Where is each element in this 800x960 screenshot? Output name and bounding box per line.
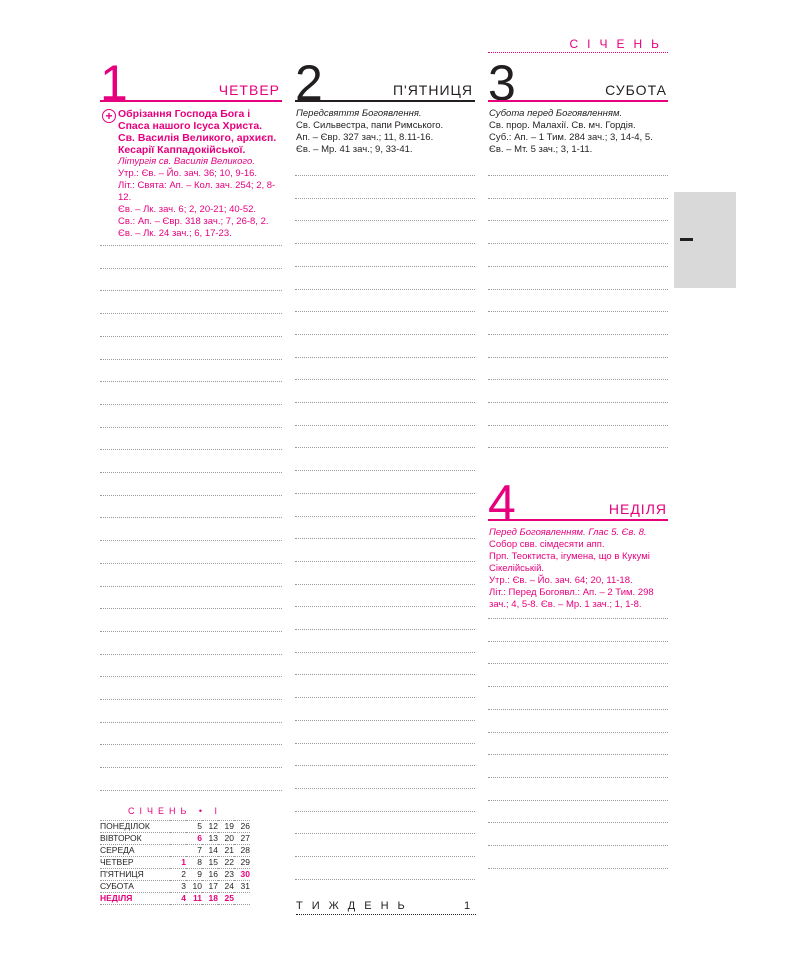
note-line: Утр.: Єв. – Йо. зач. 64; 20, 11-18. [489, 575, 633, 586]
note-line: Єв. – Мр. 41 зач.; 9, 33-41. [296, 144, 413, 155]
writing-line[interactable] [100, 495, 282, 496]
day-name: ЧЕТВЕР [218, 82, 280, 98]
writing-line[interactable] [100, 290, 282, 291]
writing-line[interactable] [295, 629, 475, 630]
mini-calendar-row [100, 845, 250, 857]
mini-calendar-date[interactable]: 11 [193, 893, 202, 903]
mini-calendar-day: НЕДІЛЯ [100, 893, 133, 903]
mini-calendar-date[interactable]: 10 [192, 881, 202, 891]
mini-calendar-date[interactable]: 16 [208, 869, 218, 879]
mini-calendar-day: ВІВТОРОК [100, 833, 142, 843]
mini-calendar-date[interactable]: 20 [224, 833, 234, 843]
mini-calendar-date[interactable] [170, 833, 186, 845]
mini-calendar-day: СУБОТА [100, 881, 134, 891]
writing-line[interactable] [488, 663, 668, 664]
writing-line[interactable] [488, 641, 668, 642]
day-rule [488, 519, 668, 521]
writing-line[interactable] [100, 404, 282, 405]
writing-line[interactable] [295, 538, 475, 539]
note-line: Сікелійській. [489, 563, 545, 574]
writing-line[interactable] [295, 606, 475, 607]
mini-calendar-date[interactable]: 27 [240, 833, 250, 843]
mini-calendar-table [100, 820, 250, 905]
mini-calendar-row [100, 869, 250, 881]
side-tab-dash-icon [680, 238, 693, 241]
writing-line[interactable] [100, 790, 282, 791]
note-line: Єв. – Лк. зач. 6; 2, 20-21; 40-52. [118, 204, 257, 215]
writing-line[interactable] [295, 493, 475, 494]
mini-calendar-date[interactable]: 7 [197, 845, 202, 855]
writing-line[interactable] [295, 357, 475, 358]
writing-line[interactable] [488, 777, 668, 778]
mini-calendar-date[interactable]: 29 [240, 857, 250, 867]
writing-line[interactable] [295, 584, 475, 585]
mini-calendar-date[interactable] [170, 821, 186, 833]
writing-line[interactable] [295, 856, 475, 857]
writing-line[interactable] [100, 563, 282, 564]
mini-calendar-date[interactable]: 18 [208, 893, 218, 903]
writing-line[interactable] [295, 175, 475, 176]
mini-calendar-date[interactable]: 24 [224, 881, 234, 891]
mini-calendar-date[interactable]: 26 [240, 821, 250, 831]
writing-line[interactable] [488, 357, 668, 358]
writing-line[interactable] [100, 676, 282, 677]
day-rule [295, 100, 475, 102]
writing-line[interactable] [100, 427, 282, 428]
week-rule [296, 914, 476, 915]
day-rule [488, 100, 668, 102]
writing-line[interactable] [295, 425, 475, 426]
mini-calendar-row [100, 833, 250, 845]
mini-calendar-title: СІЧЕНЬ • I [127, 806, 223, 816]
writing-line[interactable] [295, 447, 475, 448]
mini-calendar-date[interactable]: 21 [224, 845, 234, 855]
writing-line[interactable] [295, 198, 475, 199]
note-line: Спаса нашого Ісуса Христа. [118, 120, 263, 132]
writing-line[interactable] [295, 674, 475, 675]
writing-line[interactable] [295, 289, 475, 290]
note-line: Св. Сильвестра, папи Римського. [296, 120, 444, 131]
note-line: Св.: Ап. – Євр. 318 зач.; 7, 26-8, 2. [118, 216, 269, 227]
writing-line[interactable] [488, 822, 668, 823]
day-name: П'ЯТНИЦЯ [392, 82, 473, 98]
mini-calendar-date[interactable]: 9 [197, 869, 202, 879]
note-line: Кесарії Каппадокійської. [118, 144, 246, 156]
cross-feast-icon: + [102, 109, 116, 123]
writing-line[interactable] [488, 198, 668, 199]
note-line: Суб.: Ап. – 1 Тим. 284 зач.; 3, 14-4, 5. [489, 132, 653, 143]
note-line: зач.; 4, 5-8. Єв. – Мр. 1 зач.; 1, 1-8. [489, 599, 642, 610]
writing-line[interactable] [295, 516, 475, 517]
writing-line[interactable] [488, 243, 668, 244]
week-number: 1 [464, 900, 480, 912]
writing-line[interactable] [100, 517, 282, 518]
mini-calendar-row [100, 857, 250, 869]
writing-line[interactable] [295, 833, 475, 834]
day-notes [489, 108, 669, 156]
mini-calendar-date[interactable]: 15 [208, 857, 218, 867]
note-line: Єв. – Лк. 24 зач.; 6, 17-23. [118, 228, 232, 239]
note-line: Св. прор. Малахії. Св. мч. Гордія. [489, 120, 636, 131]
writing-line[interactable] [488, 800, 668, 801]
note-line: Перед Богоявленням. Глас 5. Єв. 8. [489, 527, 647, 538]
mini-calendar-date[interactable]: 14 [208, 845, 218, 855]
writing-line[interactable] [488, 220, 668, 221]
mini-calendar-day: СЕРЕДА [100, 845, 135, 855]
writing-line[interactable] [295, 402, 475, 403]
writing-line[interactable] [488, 289, 668, 290]
writing-line[interactable] [295, 311, 475, 312]
writing-line[interactable] [100, 722, 282, 723]
day-name: СУБОТА [605, 82, 667, 98]
writing-line[interactable] [295, 266, 475, 267]
note-line: Обрізання Господа Бога і [118, 108, 251, 120]
note-line: Утр.: Єв. – Йо. зач. 36; 10, 9-16. [118, 168, 258, 179]
note-line: Літургія св. Василія Великого. [118, 156, 255, 167]
writing-line[interactable] [295, 220, 475, 221]
mini-calendar-date[interactable]: 13 [208, 833, 218, 843]
day-number: 3 [488, 55, 516, 111]
writing-line[interactable] [295, 788, 475, 789]
writing-line[interactable] [100, 336, 282, 337]
writing-line[interactable] [100, 767, 282, 768]
mini-calendar-date[interactable]: 8 [197, 857, 202, 867]
writing-line[interactable] [100, 654, 282, 655]
mini-calendar-date[interactable] [234, 893, 250, 905]
writing-line[interactable] [295, 334, 475, 335]
note-line: Передсвяття Богоявлення. [296, 108, 422, 119]
writing-line[interactable] [100, 540, 282, 541]
note-line: Літ.: Перед Богоявл.: Ап. – 2 Тим. 298 [489, 587, 654, 598]
writing-line[interactable] [488, 447, 668, 448]
writing-line[interactable] [488, 732, 668, 733]
writing-line[interactable] [100, 449, 282, 450]
mini-calendar-date[interactable]: 2 [181, 869, 186, 879]
writing-line[interactable] [295, 811, 475, 812]
mini-calendar-date[interactable]: 6 [197, 833, 202, 843]
writing-line[interactable] [488, 425, 668, 426]
day-notes [489, 527, 669, 611]
mini-calendar-date[interactable]: 17 [208, 881, 218, 891]
writing-line[interactable] [100, 381, 282, 382]
note-line: Літ.: Свята: Ап. – Кол. зач. 254; 2, 8-12. [118, 180, 276, 203]
writing-line[interactable] [100, 631, 282, 632]
day-name: НЕДІЛЯ [608, 501, 667, 517]
writing-line[interactable] [488, 175, 668, 176]
mini-calendar-day: ПОНЕДІЛОК [100, 821, 150, 831]
writing-line[interactable] [295, 652, 475, 653]
writing-line[interactable] [488, 868, 668, 869]
note-line: Прп. Теоктиста, ігумена, що в Кукумі [489, 551, 650, 562]
writing-line[interactable] [100, 744, 282, 745]
mini-calendar-row [100, 821, 250, 833]
writing-line[interactable] [100, 359, 282, 360]
writing-line[interactable] [295, 765, 475, 766]
writing-line[interactable] [295, 561, 475, 562]
mini-calendar-date[interactable]: 22 [224, 857, 234, 867]
month-header-rule [488, 52, 668, 53]
day-number: 2 [295, 55, 323, 111]
mini-calendar-date[interactable]: 5 [197, 821, 202, 831]
mini-calendar-date[interactable]: 31 [240, 881, 250, 891]
day-number: 4 [488, 475, 516, 531]
writing-line[interactable] [488, 266, 668, 267]
note-line: Св. Василія Великого, архиєп. [118, 132, 277, 144]
mini-calendar-date[interactable]: 19 [224, 821, 234, 831]
writing-line[interactable] [295, 470, 475, 471]
mini-calendar-date[interactable]: 28 [240, 845, 250, 855]
writing-line[interactable] [295, 720, 475, 721]
writing-line[interactable] [295, 879, 475, 880]
mini-calendar-date[interactable]: 30 [240, 869, 250, 879]
mini-calendar-date[interactable] [170, 845, 186, 857]
writing-line[interactable] [100, 472, 282, 473]
writing-line[interactable] [295, 697, 475, 698]
writing-line[interactable] [488, 311, 668, 312]
mini-calendar-date[interactable]: 1 [181, 857, 186, 867]
mini-calendar-date[interactable]: 12 [208, 821, 218, 831]
writing-line[interactable] [488, 379, 668, 380]
mini-calendar-date[interactable]: 25 [224, 893, 234, 903]
mini-calendar-row [100, 881, 250, 893]
mini-calendar-day: ЧЕТВЕР [100, 857, 134, 867]
writing-line[interactable] [100, 586, 282, 587]
writing-line[interactable] [100, 699, 282, 700]
writing-line[interactable] [488, 402, 668, 403]
writing-line[interactable] [295, 743, 475, 744]
mini-calendar-date[interactable]: 4 [181, 893, 186, 903]
writing-line[interactable] [488, 754, 668, 755]
writing-line[interactable] [488, 709, 668, 710]
mini-calendar-day: П'ЯТНИЦЯ [100, 869, 144, 879]
writing-line[interactable] [100, 313, 282, 314]
writing-line[interactable] [488, 845, 668, 846]
mini-calendar-date[interactable]: 3 [181, 881, 186, 891]
mini-calendar-date[interactable]: 23 [224, 869, 234, 879]
day-number: 1 [100, 55, 128, 111]
day-notes [118, 108, 288, 240]
note-line: Єв. – Мт. 5 зач.; 3, 1-11. [489, 144, 593, 155]
month-header: СІЧЕНЬ [569, 37, 668, 51]
writing-line[interactable] [488, 686, 668, 687]
writing-line[interactable] [295, 379, 475, 380]
writing-line[interactable] [100, 245, 282, 246]
writing-line[interactable] [295, 243, 475, 244]
mini-calendar [100, 806, 250, 905]
writing-line[interactable] [488, 334, 668, 335]
week-label: ТИЖДЕНЬ [296, 900, 414, 912]
mini-calendar-row [100, 893, 250, 905]
day-rule [100, 100, 282, 102]
note-line: Ап. – Євр. 327 зач.; 11, 8.11-16. [296, 132, 434, 143]
note-line: Субота перед Богоявленням. [489, 108, 623, 119]
note-line: Собор свв. сімдесяти апп. [489, 539, 605, 550]
writing-line[interactable] [100, 268, 282, 269]
day-notes [296, 108, 474, 156]
writing-line[interactable] [488, 618, 668, 619]
writing-line[interactable] [100, 608, 282, 609]
